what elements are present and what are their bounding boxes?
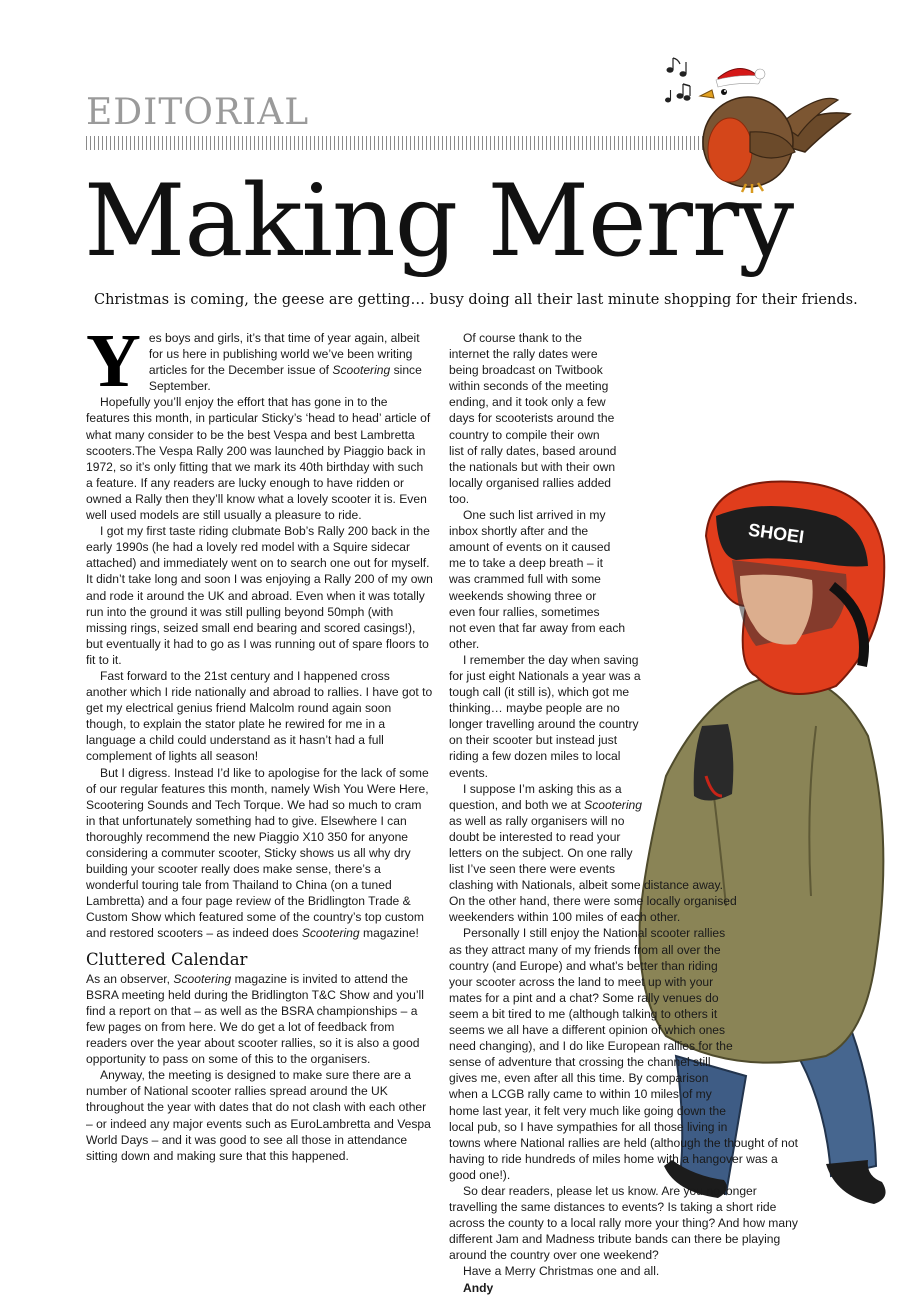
drop-cap: Y <box>86 319 141 403</box>
dotted-rule <box>86 136 716 150</box>
body-paragraph: But I digress. Instead I’d like to apologise for the lack of some of our regular features this month, namely Wish You Were Here, Scootering Sounds and Tech Torque. We had so much to cram in that unfortunately something had to give. Elsewhere I can thoroughly recommend the new Piaggio X10 350 for anyone considering a commuter scooter, Sticky shows us all why dry building your scooter really does make sense, there’s a wonderful touring tale from Thailand to China (on a tuned Lambretta) and a four page review of the Bridlington Trade & Custom Show which featured some of the country’s top custom and restored scooters – as indeed does Scootering magazine! <box>86 765 429 941</box>
helmet-brand-text: SHOEI <box>747 519 806 548</box>
body-paragraph: One such list arrived in my inbox shortly after and the amount of events on it caused me to take a deep breath – it was crammed full with some weekends showing three or even four rallies, sometimes not even that far away from each other. <box>449 508 626 651</box>
body-paragraph: I suppose I’m asking this as a question, and both we at Scootering as well as rally organisers will no doubt be interested to read your letters on the subject. On one rally list I’ve seen there were events clashing with Nationals, albeit some distance away. On the other hand, there were some locally organised weekenders within 100 miles of each other. <box>449 781 737 925</box>
body-paragraph: Of course thank to the internet the rally dates were being broadcast on Twitbook within seconds of the meeting ending, and it took only a few days for scooterists around the country to compile their own list of rally dates, based around the nationals but with their own locally organised rallies added too. <box>449 331 617 506</box>
body-paragraph: I remember the day when saving for just eight Nationals a year was a tough call (it still is), which got me thinking… maybe people are no longer travelling around the country on their scooter but instead just riding a few dozen miles to local events. <box>449 652 641 780</box>
body-paragraph: Have a Merry Christmas one and all. <box>463 1264 660 1279</box>
intro-paragraph: Yes boys and girls, it’s that time of year again, albeit for us here in publishing world we’ve been writing articles for the December issue of Scootering since September. <box>86 319 422 403</box>
author-signoff: Andy <box>463 1280 494 1295</box>
body-paragraph: So dear readers, please let us know. Are you no longer travelling the same distances to events? Is taking a short ride across the county to a local rally more your thing? And how many different Jam and Madness tribute bands can there be playing around the country over one weekend? <box>449 1183 798 1263</box>
body-paragraph: As an observer, Scootering magazine is invited to attend the BSRA meeting held during the Bridlington T&C Show and you’ll find a report on that – as well as the BSRA championships – a few pages on from here. We do get a lot of feedback from readers over the year about scooter rallies, so it is also a good opportunity to pass on some of this to the organisers. <box>86 971 424 1067</box>
body-paragraph: Hopefully you’ll enjoy the effort that has gone in to the features this month, in particular Sticky’s ‘head to head’ article of what many consider to be the best Vespa and best Lambretta scooters.The Vespa Rally 200 was launched by Piaggio back in 1972, so it’s only fitting that we mark its 40th birthday with such a feature. If any readers are lucky enough to have ridden or owned a Rally then they’ll know what a lovely scooter it is. Even well used models are still usually a pleasure to ride. <box>86 395 431 523</box>
body-paragraph: Anyway, the meeting is designed to make sure there are a number of National scooter rallies spread around the UK throughout the year with dates that do not clash with each other – or indeed any major events such as EuroLambretta and Vespa World Days – and it was good to see all those in attendance sitting down and making sure that this happened. <box>86 1068 431 1163</box>
article-column-1 <box>86 319 433 1164</box>
body-paragraph: Fast forward to the 21st century and I happened cross another which I ride nationally and abroad to rallies. I have got to get my electrical genius friend Malcolm round again soon though, to explain the stator plate he rewired for me in a language a child could understand as it hasn’t had a full complement of lights all season! <box>86 668 433 764</box>
standfirst: Christmas is coming, the geese are getting… busy doing all their last minute shopping for their friends. <box>94 292 858 308</box>
subheading: Cluttered Calendar <box>86 949 248 969</box>
article-column-2 <box>449 330 799 1296</box>
body-paragraph: I got my first taste riding clubmate Bob’s Rally 200 back in the early 1990s (he had a lovely red model with a Squire sidecar attached) and immediately went on to search one out for myself. It didn’t take long and soon I was enjoying a Rally 200 of my own and rode it around the UK and abroad. Even when it was totally run into the ground it was still pulling beyond 50mph (with missing rings, seized small end bearing and scored casings!), but eventually it had to go as I was running out of spare floors to fit to it. <box>86 524 433 667</box>
section-label: EDITORIAL <box>86 92 310 133</box>
headline: Making Merry <box>84 164 794 279</box>
music-notes-icon <box>666 58 691 102</box>
body-paragraph: Personally I still enjoy the National scooter rallies as they attract many of my friends from all over the country (and Europe) and what’s better than riding your scooter across the land to meet up with your mates for a pint and a chat? Some rally venues do seem a bit tired to me (although talking to others it seems we all have a different opinion of which ones need changing), and I do like European rallies for the sense of adventure that crossing the channel still gives me, even after all this time. By comparison when a LCGB rally came to within 10 miles of my home last year, it felt very much like going down the local pub, so I have sympathies for all those living in towns where National rallies are held (although the thought of not having to ride hundreds of miles home with a hangover was a good one!). <box>449 926 798 1182</box>
